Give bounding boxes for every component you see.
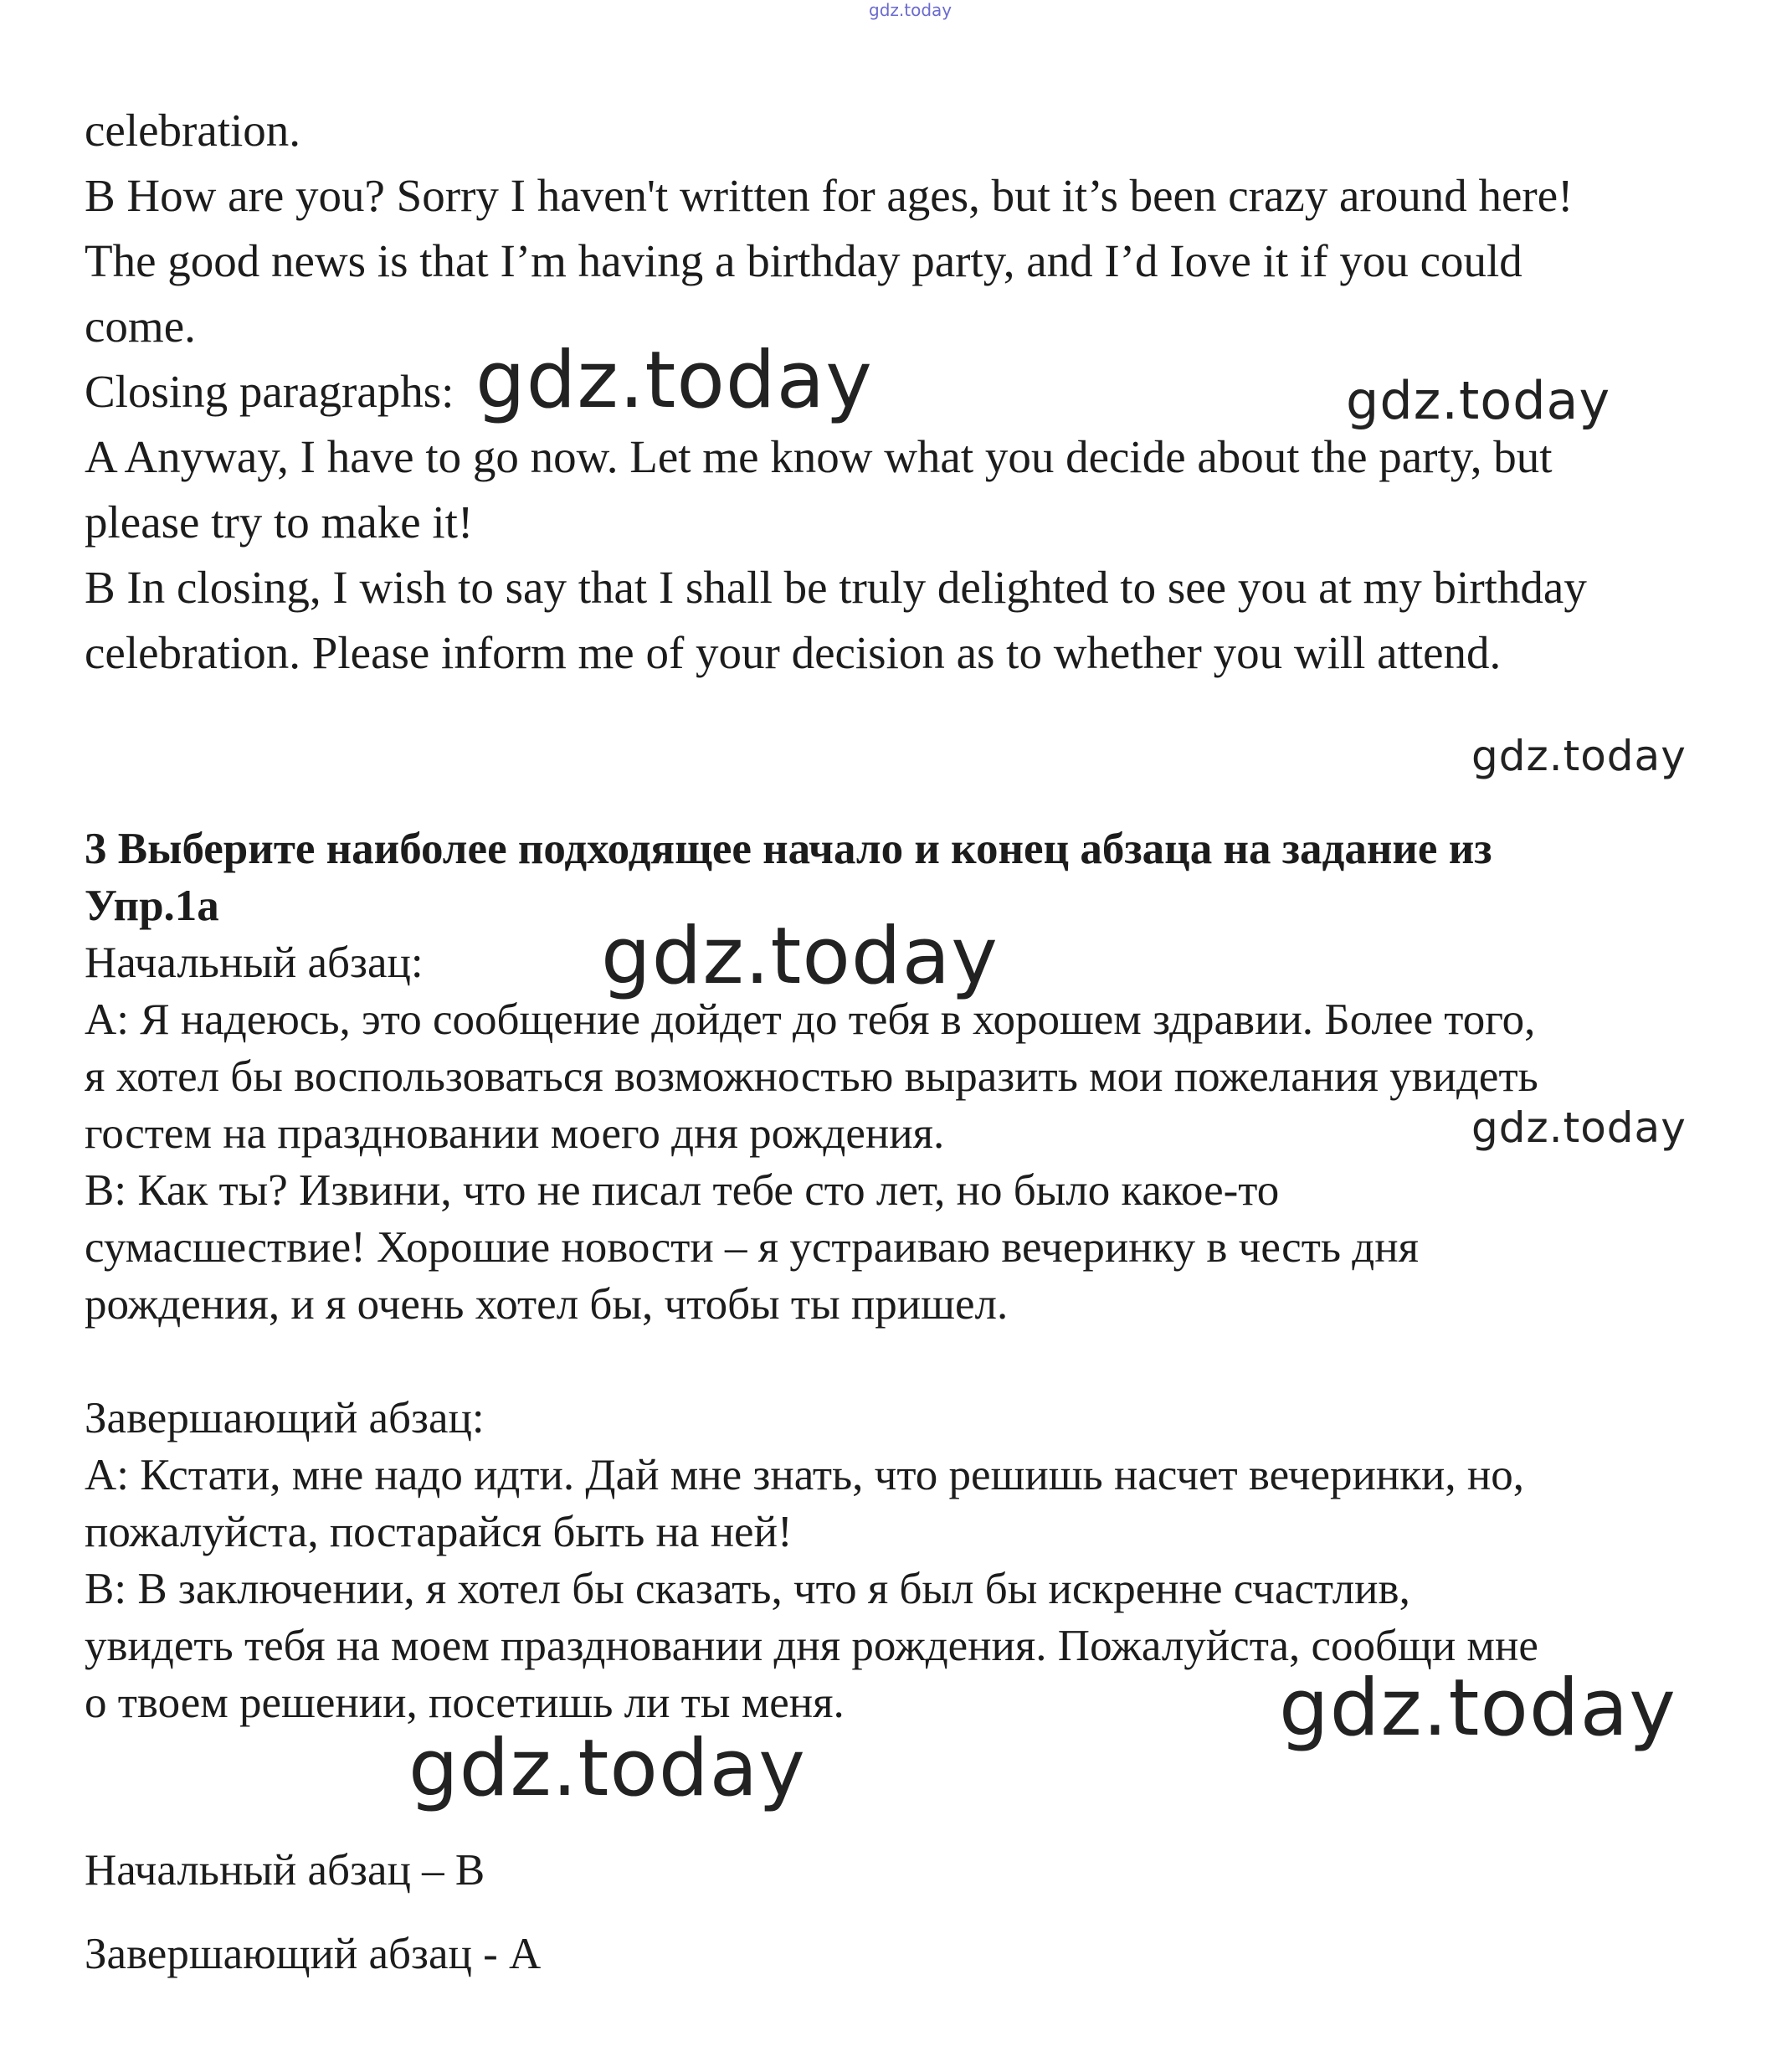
english-line: celebration. [85,105,301,156]
option-b-line: В: Как ты? Извини, что не писал тебе сто лет, но было какое-то [85,1166,1280,1215]
answer-opening: Начальный абзац – В [85,1846,485,1895]
english-line: B How are you? Sorry I haven't written for ages, but it’s been crazy around here! [85,170,1574,221]
watermark: gdz.today [475,335,873,426]
watermark: gdz.today [408,1723,806,1814]
closing-b-line: увидеть тебя на моем праздновании дня рождения. Пожалуйста, сообщи мне [85,1622,1538,1670]
task-heading: Упр.1а [85,882,219,930]
watermark: gdz.today [601,911,999,1002]
opening-label: Начальный абзац: [85,938,424,987]
english-line: come. [85,301,196,352]
option-a-line: гостем на праздновании моего дня рождения. [85,1109,945,1158]
closing-b-line: о твоем решении, посетишь ли ты меня. [85,1679,845,1727]
closing-label: Завершающий абзац: [85,1394,485,1442]
watermark: gdz.today [1279,1663,1676,1754]
watermark: gdz.today [1471,732,1687,780]
watermark: gdz.today [1471,1103,1687,1152]
answer-closing: Завершающий абзац - А [85,1930,542,1978]
closing-a-line: А: Кстати, мне надо идти. Дай мне знать, что решишь насчет вечеринки, но, [85,1451,1524,1499]
english-line: please try to make it! [85,496,474,548]
task-heading: 3 Выберите наиболее подходящее начало и конец абзаца на задание из [85,825,1492,873]
watermark-top: gdz.today [869,0,952,20]
english-line: The good news is that I’m having a birthday party, and I’d Iove it if you could [85,235,1522,286]
option-b-line: рождения, и я очень хотел бы, чтобы ты пришел. [85,1280,1009,1329]
english-line: Closing paragraphs: [85,366,454,417]
english-line: A Anyway, I have to go now. Let me know what you decide about the party, but [85,431,1553,482]
english-line: B In closing, I wish to say that I shall be truly delighted to see you at my birthday [85,562,1587,613]
watermark: gdz.today [1346,370,1611,431]
option-b-line: сумасшествие! Хорошие новости – я устраиваю вечеринку в честь дня [85,1223,1419,1272]
closing-b-line: В: В заключении, я хотел бы сказать, что я был бы искренне счастлив, [85,1565,1410,1613]
closing-a-line: пожалуйста, постарайся быть на ней! [85,1508,793,1556]
option-a-line: я хотел бы воспользоваться возможностью выразить мои пожелания увидеть [85,1052,1538,1101]
english-line: celebration. Please inform me of your decision as to whether you will attend. [85,627,1502,678]
option-a-line: А: Я надеюсь, это сообщение дойдет до тебя в хорошем здравии. Более того, [85,995,1536,1044]
